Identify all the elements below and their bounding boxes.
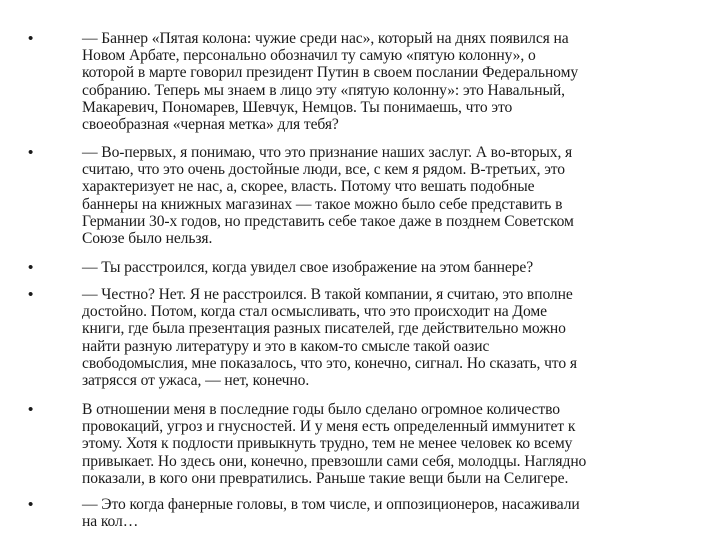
bullet-icon: •	[28, 496, 34, 513]
bullet-icon: •	[28, 286, 34, 303]
paragraph-text: — Во-первых, я понимаю, что это признание наших заслуг. А во-вторых, я считаю, что это очень достойные люди, все, с кем я рядом. В-третьих, это характеризует не нас, а, скорее, власть. Потому что вешать подобные баннеры на книжных магазинах — такое можно было себе представить в Германии 30-х годов, но представить себе такое даже в позднем Советском Союзе было нельзя.	[82, 144, 574, 248]
bullet-icon: •	[28, 144, 34, 161]
paragraph-text: — Баннер «Пятая колона: чужие среди нас», который на днях появился на Новом Арбате, персонально обозначил ту самую «пятую колонну», о которой в марте говорил президент Путин в своем послании Федеральному собранию. Теперь мы знаем в лицо эту «пятую колонну»: это Навальный, Макаревич, Пономарев, Шевчук, Немцов. Ты понимаешь, что это своеобразная «черная метка» для тебя?	[82, 30, 579, 134]
bullet-icon: •	[28, 401, 34, 418]
paragraph-text: В отношении меня в последние годы было сделано огромное количество провокаций, угроз и гнусностей. И у меня есть определенный иммунитет к этому. Хотя к подлости привыкнуть трудно, тем не менее человек ко всему привыкает. Но здесь они, конечно, превзошли сами себя, молодцы. Наглядно показали, в кого они превратились. Раньше такие вещи были на Селигере.	[82, 401, 587, 487]
paragraph-text: — Честно? Нет. Я не расстроился. В такой компании, я считаю, это вполне достойно. Потом, когда стал осмысливать, что это происходит на Доме книги, где была презентация разных писателей, где действительно можно найти разную литературу и это в каком-то смысле такой оазис свободомыслия, мне показалось, что это, конечно, сигнал. Но сказать, что я затрясся от ужаса, — нет, конечно.	[82, 286, 577, 390]
paragraph-text: — Ты расстроился, когда увидел свое изображение на этом баннере?	[82, 259, 534, 276]
bullet-icon: •	[28, 259, 34, 276]
paragraph-text: — Это когда фанерные головы, в том числе, и оппозиционеров, насаживали на кол…	[82, 496, 580, 531]
bullet-icon: •	[28, 30, 34, 47]
